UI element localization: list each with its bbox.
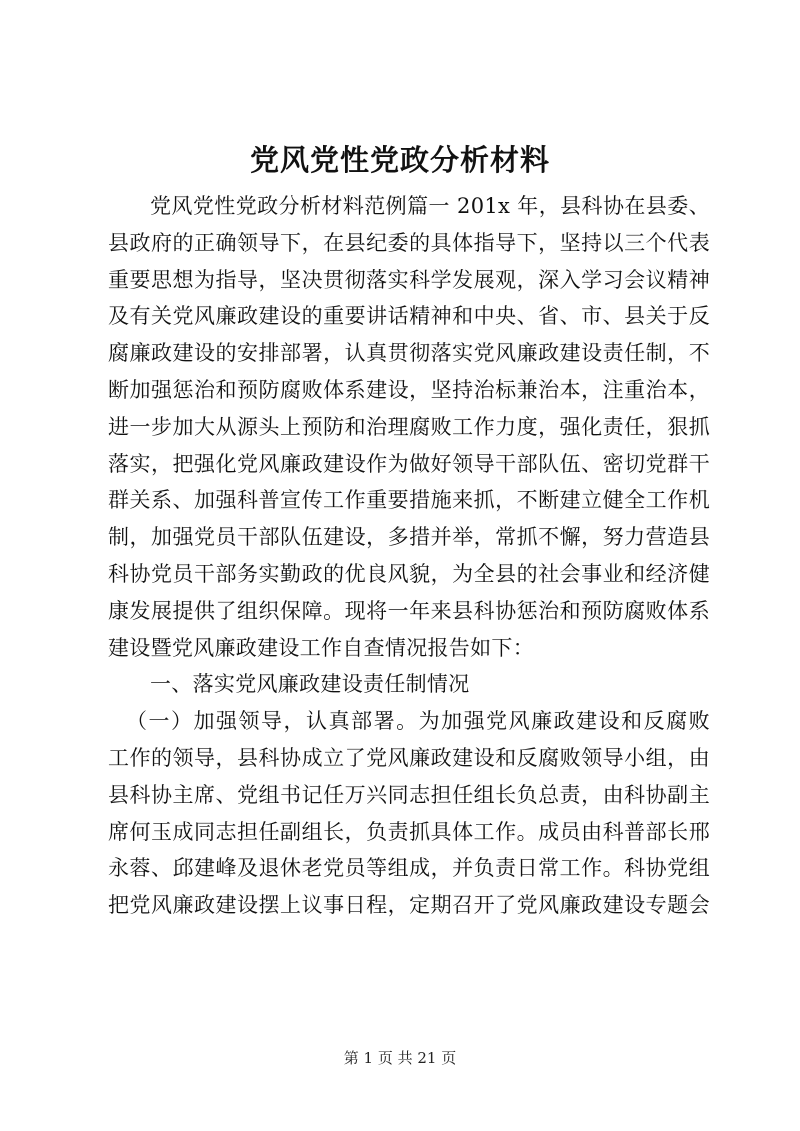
paragraph-line: 进一步加大从源头上预防和治理腐败工作力度，强化责任，狠抓 [108,414,710,439]
paragraph-line: 县科协主席、党组书记任万兴同志担任组长负总责，由科协副主 [108,782,710,807]
paragraph-line: 重要思想为指导，坚决贯彻落实科学发展观，深入学习会议精神 [108,267,710,292]
page-number: 第 1 页 共 21 页 [343,1049,457,1067]
section-heading: 一、落实党风廉政建设责任制情况 [150,672,470,697]
paragraph-line: 党风党性党政分析材料范例篇一 201x 年，县科协在县委、 [150,194,710,218]
paragraph-line: 断加强惩治和预防腐败体系建设，坚持治标兼治本，注重治本， [108,377,710,402]
document-body [108,188,710,924]
paragraph-line: 科协党员干部务实勤政的优良风貌，为全县的社会事业和经济健 [108,561,710,586]
paragraph-line: 腐廉政建设的安排部署，认真贯彻落实党风廉政建设责任制，不 [108,341,710,366]
document-title: 党风党性党政分析材料 [249,143,550,177]
paragraph-line: 及有关党风廉政建设的重要讲话精神和中央、省、市、县关于反 [108,304,710,329]
paragraph-line: 建设暨党风廉政建设工作自查情况报告如下： [108,635,534,660]
paragraph-line: 群关系、加强科普宣传工作重要措施来抓，不断建立健全工作机 [108,488,710,513]
paragraph-line: 制，加强党员干部队伍建设，多措并举，常抓不懈，努力营造县 [108,525,710,550]
paragraph-line: 席何玉成同志担任副组长，负责抓具体工作。成员由科普部长邢 [108,819,710,844]
paragraph-line: 永蓉、邱建峰及退休老党员等组成，并负责日常工作。科协党组 [108,856,710,881]
paragraph-line: （一）加强领导，认真部署。为加强党风廉政建设和反腐败 [126,709,710,734]
paragraph-line: 县政府的正确领导下，在县纪委的具体指导下，坚持以三个代表 [108,230,710,255]
paragraph-line: 落实，把强化党风廉政建设作为做好领导干部队伍、密切党群干 [108,451,710,476]
paragraph-line: 康发展提供了组织保障。现将一年来县科协惩治和预防腐败体系 [108,598,710,623]
paragraph-line: 工作的领导，县科协成立了党风廉政建设和反腐败领导小组，由 [108,745,710,770]
paragraph-line: 把党风廉政建设摆上议事日程，定期召开了党风廉政建设专题会 [108,893,710,918]
